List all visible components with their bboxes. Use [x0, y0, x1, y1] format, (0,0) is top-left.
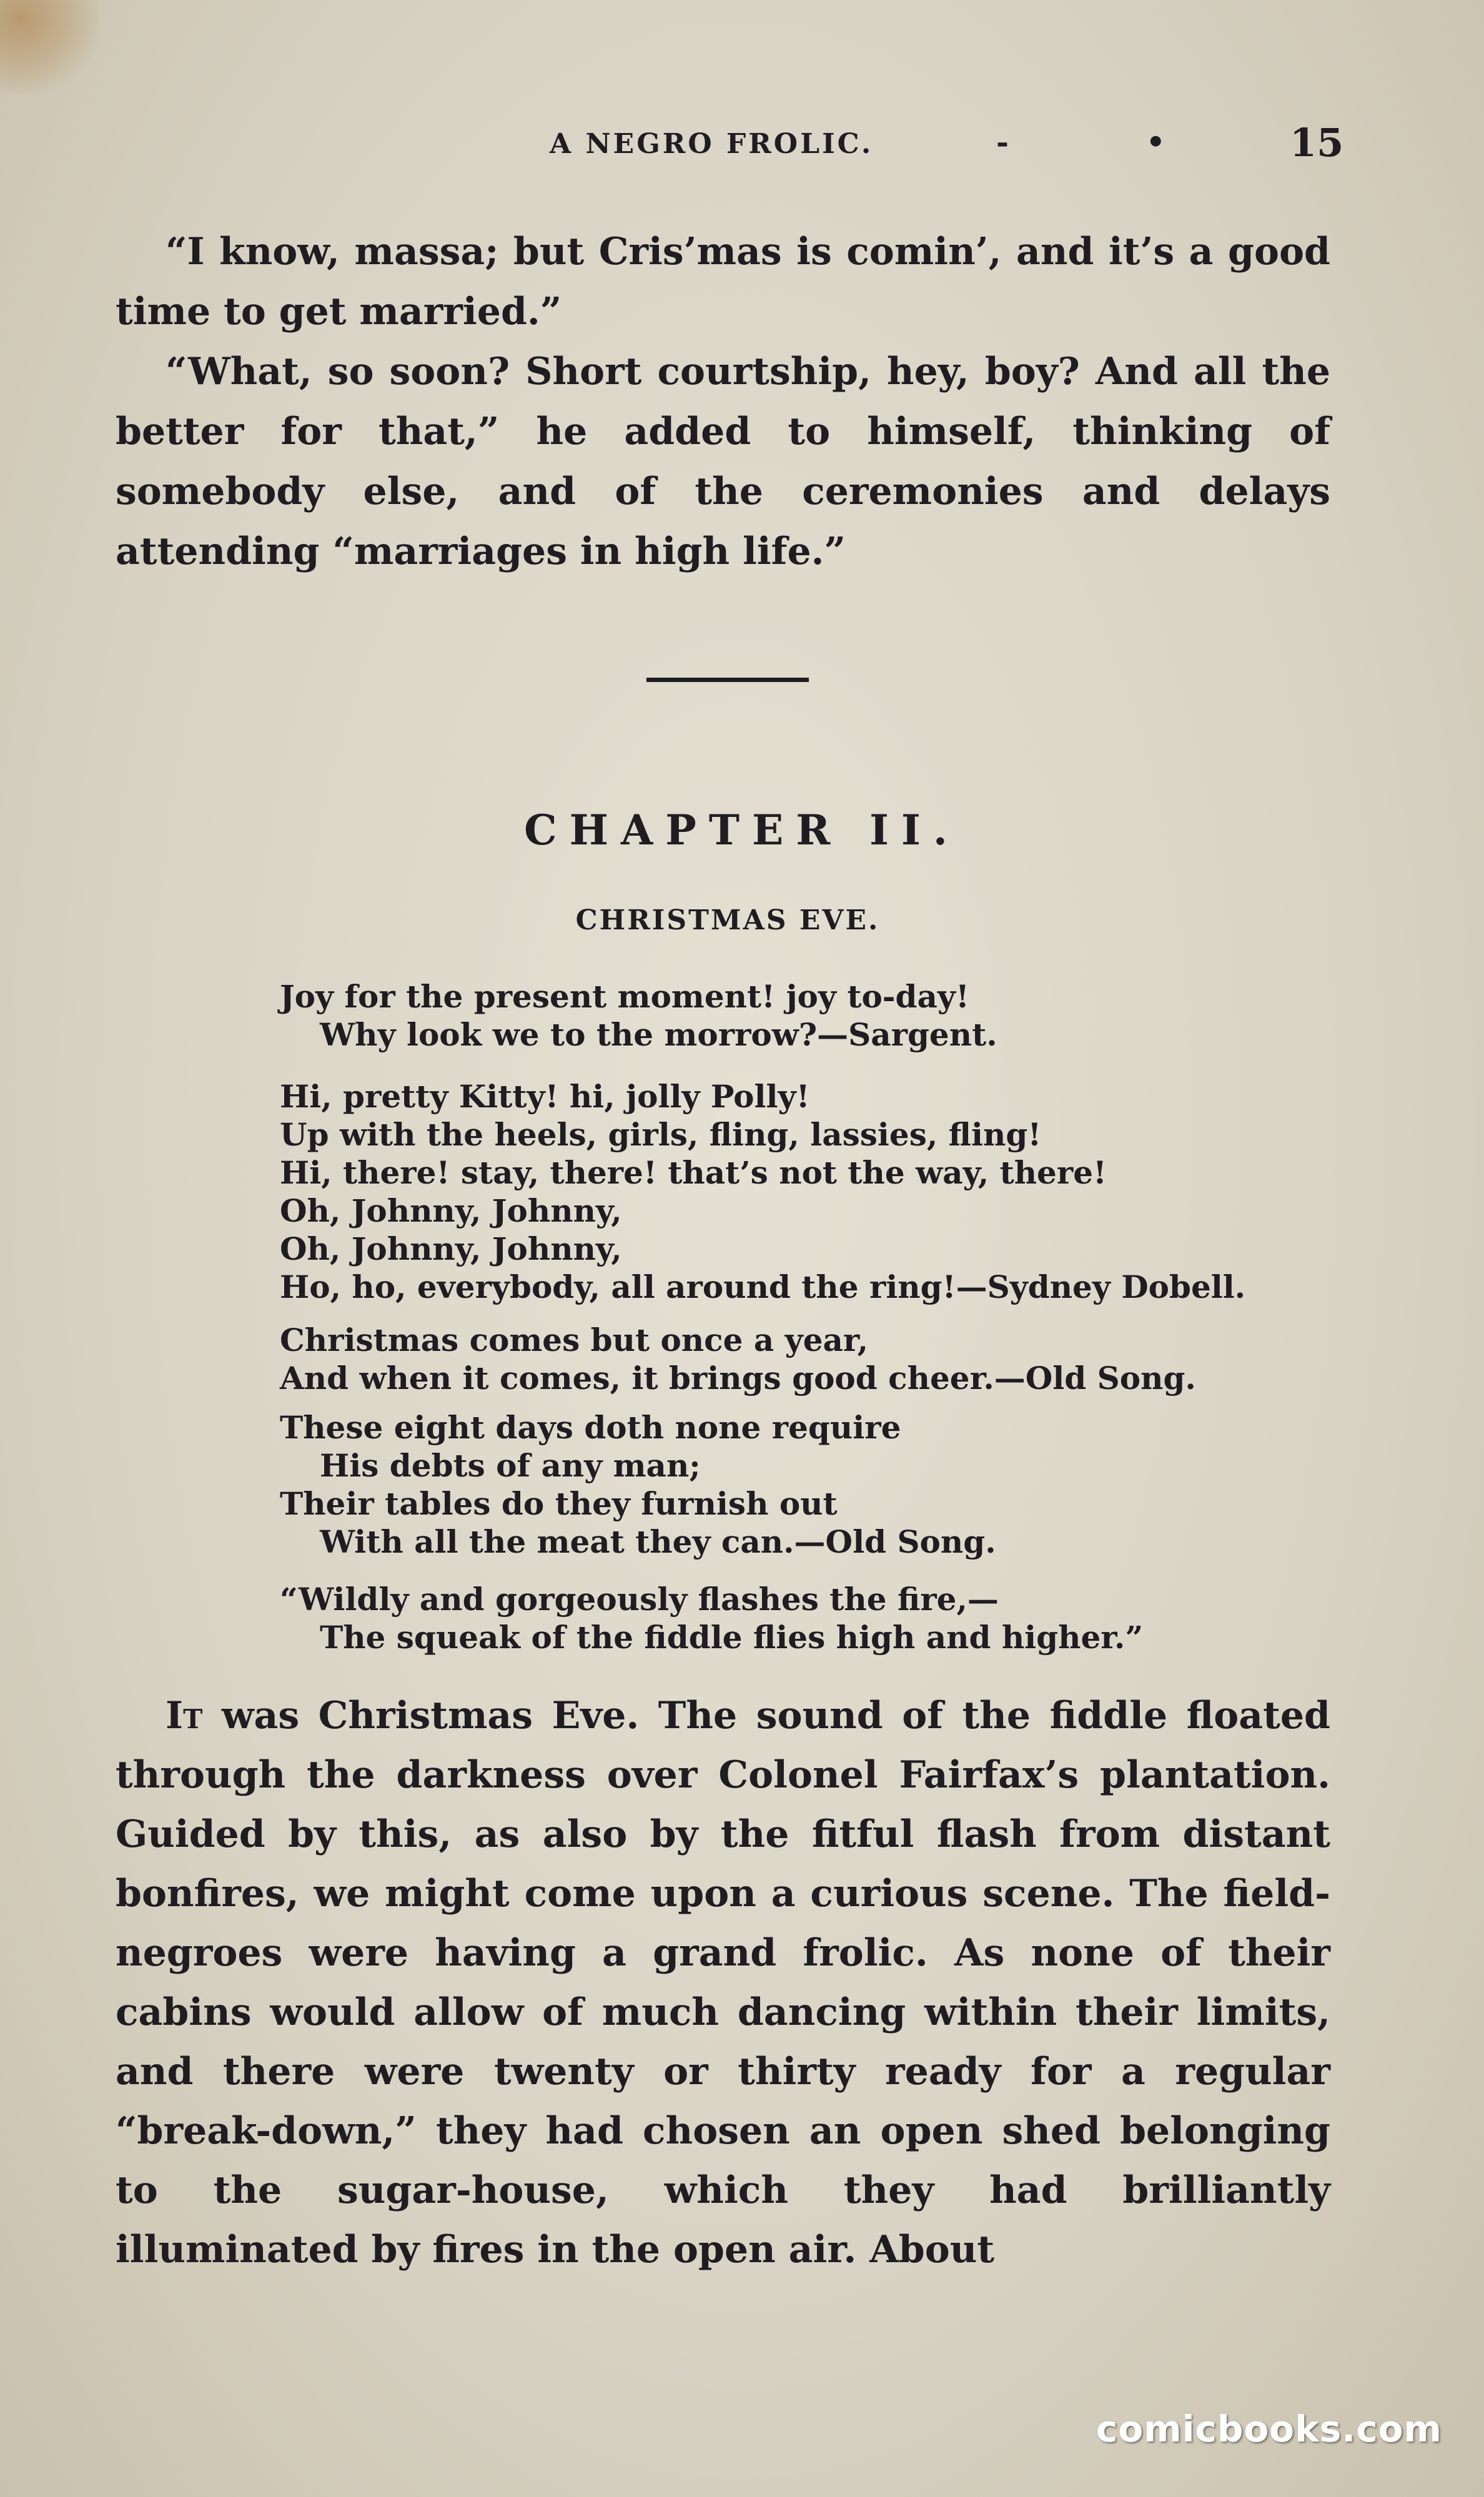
verse-line: “Wildly and gorgeously flashes the fire,— — [280, 1581, 999, 1618]
chapter-subtitle: CHRISTMAS EVE. — [575, 904, 880, 936]
epigraph — [280, 1321, 1354, 1397]
continuation-text — [116, 222, 1330, 581]
running-head-dot: • — [1146, 125, 1165, 160]
verse-line: His debts of any man; — [320, 1447, 701, 1484]
verse-line: Oh, Johnny, Johnny, — [280, 1230, 622, 1267]
verse-line: Christmas comes but once a year, — [280, 1322, 869, 1358]
running-head: A NEGRO FROLIC. — [550, 128, 874, 160]
verse-line: Ho, ho, everybody, all around the ring!—Sydney Dobell. — [280, 1268, 1246, 1305]
paragraph — [116, 1686, 1330, 2280]
verse-line: The squeak of the fiddle flies high and higher.” — [320, 1619, 1144, 1656]
verse-line: These eight days doth none require — [280, 1409, 901, 1446]
verse-line: Hi, there! stay, there! that’s not the way, there! — [280, 1154, 1107, 1191]
paragraph: “What, so soon? Short courtship, hey, boy? And all the better for that,” he added to himself, thinking of somebody else, and of the ceremonies and delays attending “marriages in high life.” — [116, 350, 1330, 573]
section-divider — [646, 678, 809, 682]
page-number: 15 — [1290, 120, 1344, 166]
verse-line: Their tables do they furnish out — [280, 1485, 838, 1522]
page-stain — [0, 0, 100, 94]
verse-line: Oh, Johnny, Johnny, — [280, 1192, 622, 1229]
verse-line: Why look we to the morrow?—Sargent. — [320, 1016, 997, 1053]
verse-line: With all the meat they can.—Old Song. — [320, 1523, 996, 1560]
paragraph: “I know, massa; but Cris’mas is comin’, and it’s a good time to get married.” — [116, 230, 1330, 334]
epigraph — [280, 1077, 1354, 1306]
paragraph-text: was Christmas Eve. The sound of the fiddle floated through the darkness over Colonel Fairfax’s plantation. Guided by this, as also by the fitful flash from distant bonfires, we might come upon a curious scene. The field-negroes were having a grand frolic. As none of their cabins would allow of much dancing within their limits, and there were twenty or thirty ready for a regular “break-down,” they had chosen an open shed belonging to the sugar-house, which they had brilliantly illuminated by fires in the open air. About — [116, 1694, 1330, 2272]
drop-word: It — [166, 1694, 203, 1738]
verse-line: And when it comes, it brings good cheer.—Old Song. — [280, 1360, 1196, 1397]
opening-paragraph — [116, 1686, 1330, 2280]
watermark-logo: comicbooks.com — [1096, 2408, 1442, 2450]
chapter-title: CHAPTER II. — [524, 806, 960, 854]
epigraph — [280, 977, 1354, 1054]
epigraph — [280, 1580, 1354, 1656]
verse-line: Joy for the present moment! joy to-day! — [280, 978, 969, 1015]
verse-line: Up with the heels, girls, fling, lassies, fling! — [280, 1116, 1042, 1153]
running-head-dash: - — [996, 125, 1009, 160]
verse-line: Hi, pretty Kitty! hi, jolly Polly! — [280, 1078, 810, 1115]
epigraph — [280, 1408, 1354, 1561]
